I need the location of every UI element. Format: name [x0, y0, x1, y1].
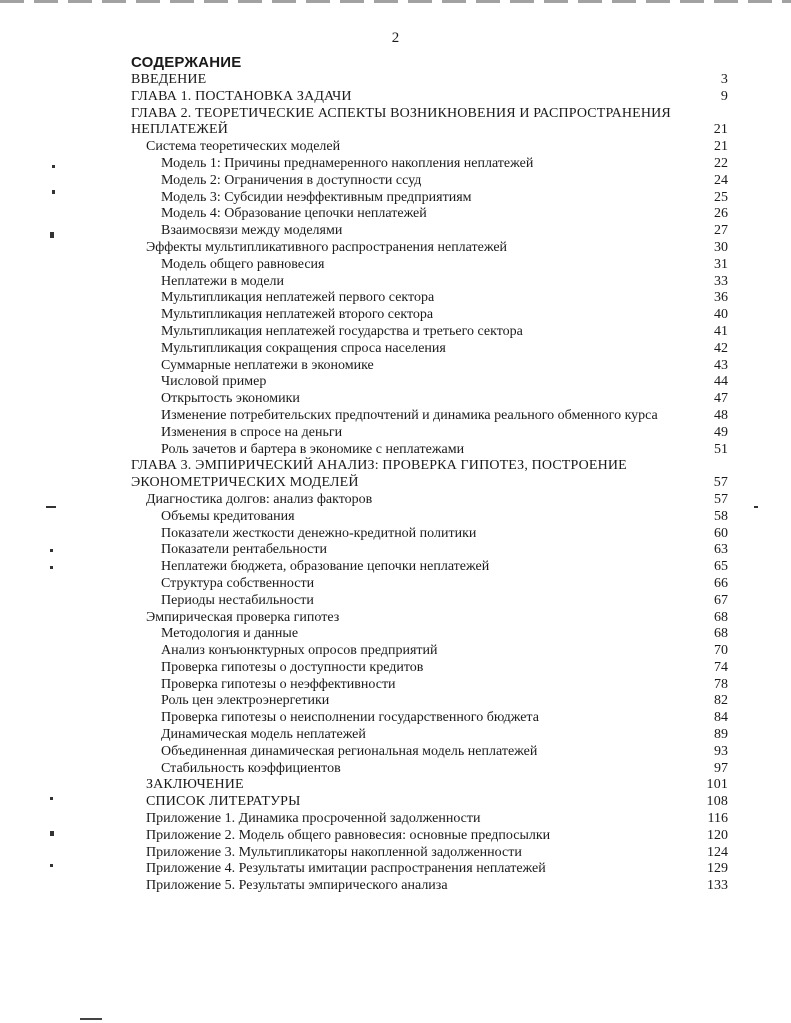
toc-entry[interactable]	[0, 526, 791, 543]
toc-entry-page: 108	[706, 794, 728, 810]
toc-entry[interactable]	[0, 257, 791, 274]
toc-entry-text: Модель 3: Субсидии неэффективным предприятиям	[161, 189, 472, 205]
toc-entry[interactable]	[0, 660, 791, 677]
toc-entry[interactable]	[0, 156, 791, 173]
toc-entry-page: 120	[707, 827, 728, 843]
toc-entry-text: Изменения в спросе на деньги	[161, 424, 343, 440]
toc-entry-page: 3	[720, 72, 728, 87]
toc-entry[interactable]	[0, 643, 791, 660]
toc-entry-page: 30	[714, 239, 728, 255]
toc-entry-page: 101	[706, 777, 728, 793]
toc-entry-text: Модель общего равновесия	[161, 256, 325, 272]
toc-entry-page: 68	[714, 609, 728, 625]
toc-entry[interactable]	[0, 861, 791, 878]
toc-entry-text: ГЛАВА 1. ПОСТАНОВКА ЗАДАЧИ	[131, 88, 352, 104]
toc-entry-text: Показатели рентабельности	[161, 542, 328, 558]
toc-entry-page: 49	[714, 424, 728, 440]
toc-entry[interactable]	[0, 139, 791, 156]
toc-entry-text: Периоды нестабильности	[161, 592, 314, 608]
toc-entry[interactable]	[0, 341, 791, 358]
toc-entry[interactable]	[0, 408, 791, 425]
toc-entry[interactable]	[0, 106, 791, 123]
toc-entry-page: 21	[714, 139, 728, 155]
toc-entry-page: 133	[707, 878, 728, 894]
toc-entry[interactable]	[0, 307, 791, 324]
toc-entry[interactable]	[0, 542, 791, 559]
toc-entry-text: Взаимосвязи между моделями	[161, 223, 343, 239]
toc-entry-text: Мультипликация сокращения спроса населения	[161, 340, 446, 356]
toc-entry-page: 26	[714, 206, 728, 222]
toc-entry-page: 40	[714, 307, 728, 323]
toc-entry-page: 97	[714, 760, 728, 776]
toc-entry-page: 22	[714, 155, 728, 171]
toc-entry[interactable]	[0, 610, 791, 627]
toc-entry-text: Объемы кредитования	[161, 508, 295, 524]
toc-entry-page: 63	[714, 542, 728, 558]
toc-entry-page: 36	[714, 290, 728, 306]
toc-entry-page: 57	[714, 491, 728, 507]
toc-entry[interactable]	[0, 458, 791, 475]
toc-entry-page: 33	[714, 273, 728, 289]
toc-entry-page: 60	[714, 525, 728, 541]
toc-entry-text: Модель 4: Образование цепочки неплатежей	[161, 206, 427, 222]
toc-entry-text: Модель 1: Причины преднамеренного накопления неплатежей	[161, 155, 534, 171]
toc-entry[interactable]	[0, 794, 791, 811]
toc-entry-text: Стабильность коэффициентов	[161, 760, 341, 776]
toc-entry[interactable]	[0, 559, 791, 576]
toc-entry-text: Изменение потребительских предпочтений и динамика реального обменного курса	[161, 407, 658, 423]
toc-entry-page: 58	[714, 508, 728, 524]
toc-entry[interactable]	[0, 576, 791, 593]
toc-entry-page: 51	[714, 441, 728, 457]
toc-entry[interactable]	[0, 173, 791, 190]
toc-entry[interactable]	[0, 122, 791, 139]
toc-entry-text: Анализ конъюнктурных опросов предприятий	[161, 643, 438, 659]
toc-entry-text: Неплатежи в модели	[161, 273, 285, 289]
toc-entry-text: Эффекты мультипликативного распространения неплатежей	[146, 239, 508, 255]
toc-entry-page: 24	[714, 172, 728, 188]
toc-entry[interactable]	[0, 240, 791, 257]
toc-entry-text: Объединенная динамическая региональная модель неплатежей	[161, 743, 538, 759]
toc-entry-page: 9	[720, 88, 728, 104]
toc-entry[interactable]	[0, 206, 791, 223]
page-number: 2	[391, 30, 400, 46]
toc-title: СОДЕРЖАНИЕ	[131, 54, 242, 71]
toc-entry-text: Роль цен электроэнергетики	[161, 693, 330, 709]
toc-entry-text: Приложение 3. Мультипликаторы накопленной задолженности	[146, 844, 522, 860]
toc-entry[interactable]	[0, 324, 791, 341]
toc-entry-text: Система теоретических моделей	[146, 139, 341, 155]
scan-top-edge	[0, 0, 791, 3]
toc-entry[interactable]	[0, 727, 791, 744]
toc-entry[interactable]	[0, 391, 791, 408]
toc-entry-text: ГЛАВА 3. ЭМПИРИЧЕСКИЙ АНАЛИЗ: ПРОВЕРКА ГИПОТЕЗ, ПОСТРОЕНИЕ	[131, 458, 627, 474]
toc-entry-text: Мультипликация неплатежей государства и третьего сектора	[161, 323, 523, 339]
toc-entry-text: Проверка гипотезы о неэффективности	[161, 676, 396, 692]
toc-entry-text: Диагностика долгов: анализ факторов	[146, 491, 373, 507]
toc-entry-text: Приложение 2. Модель общего равновесия: основные предпосылки	[146, 827, 551, 843]
toc-entry-text: Приложение 1. Динамика просроченной задолженности	[146, 811, 481, 827]
toc-entry-text: Проверка гипотезы о неисполнении государственного бюджета	[161, 710, 539, 726]
toc-entry-text: Структура собственности	[161, 575, 315, 591]
toc-entry-page: 93	[714, 743, 728, 759]
toc-entry-text: ВВЕДЕНИЕ	[131, 72, 207, 87]
toc-entry-page: 31	[714, 256, 728, 272]
toc-entry-page: 66	[714, 575, 728, 591]
toc-entry-page: 67	[714, 592, 728, 608]
toc-entry[interactable]	[0, 475, 791, 492]
toc-entry-text: ЗАКЛЮЧЕНИЕ	[146, 777, 244, 793]
toc-entry-text: Показатели жесткости денежно-кредитной политики	[161, 525, 477, 541]
toc-entry-page: 27	[714, 223, 728, 239]
toc-entry[interactable]	[0, 828, 791, 845]
toc-entry-text: Числовой пример	[161, 374, 267, 390]
toc-entry-text: Мультипликация неплатежей второго сектора	[161, 307, 434, 323]
toc-entry-text: ЭКОНОМЕТРИЧЕСКИХ МОДЕЛЕЙ	[131, 475, 359, 491]
toc-entry[interactable]	[0, 777, 791, 794]
toc-entry[interactable]	[0, 374, 791, 391]
toc-entry-text: Динамическая модель неплатежей	[161, 727, 366, 743]
toc-entry[interactable]	[0, 761, 791, 778]
scan-bottom-mark	[80, 1018, 102, 1020]
toc-entry[interactable]	[0, 693, 791, 710]
toc-entry[interactable]	[0, 626, 791, 643]
toc-entry-text: НЕПЛАТЕЖЕЙ	[131, 122, 228, 138]
toc-entry[interactable]	[0, 442, 791, 459]
toc-entry[interactable]	[0, 223, 791, 240]
toc-entry[interactable]	[0, 492, 791, 509]
toc-entry-page: 41	[714, 323, 728, 339]
toc-entry-page: 25	[714, 189, 728, 205]
toc-entry-text: Приложение 4. Результаты имитации распространения неплатежей	[146, 861, 546, 877]
toc-entry[interactable]	[0, 878, 791, 895]
toc-entry-page: 21	[713, 122, 728, 138]
toc-entry-page: 68	[714, 626, 728, 642]
toc-entry[interactable]	[0, 509, 791, 526]
toc-entry-page: 82	[714, 693, 728, 709]
toc-entry[interactable]	[0, 89, 791, 106]
toc-entry[interactable]	[0, 677, 791, 694]
toc-entry-text: СПИСОК ЛИТЕРАТУРЫ	[146, 794, 301, 810]
toc-entry[interactable]	[0, 811, 791, 828]
toc-entry-page: 43	[714, 357, 728, 373]
toc-entry-text: Суммарные неплатежи в экономике	[161, 357, 374, 373]
toc-entry[interactable]	[0, 190, 791, 207]
toc-entry-page: 44	[714, 374, 728, 390]
toc-entry-text: Эмпирическая проверка гипотез	[146, 609, 340, 625]
toc-entry[interactable]	[0, 845, 791, 862]
toc-entry-page: 70	[714, 643, 728, 659]
toc-entry-text: Методология и данные	[161, 626, 299, 642]
table-of-contents	[0, 72, 791, 895]
toc-entry-text: Приложение 5. Результаты эмпирического анализа	[146, 878, 448, 894]
toc-entry[interactable]	[0, 290, 791, 307]
toc-entry[interactable]	[0, 593, 791, 610]
toc-entry-text: Модель 2: Ограничения в доступности ссуд	[161, 172, 422, 188]
toc-entry-text: Мультипликация неплатежей первого сектора	[161, 290, 435, 306]
toc-entry-page: 42	[714, 340, 728, 356]
toc-entry[interactable]	[0, 710, 791, 727]
toc-entry-page: 124	[707, 844, 728, 860]
toc-entry-text: Открытость экономики	[161, 391, 300, 407]
toc-entry-page: 84	[714, 710, 728, 726]
toc-entry-page: 47	[714, 391, 728, 407]
toc-entry-page: 78	[714, 676, 728, 692]
toc-entry-text: Неплатежи бюджета, образование цепочки неплатежей	[161, 559, 490, 575]
toc-entry-text: Проверка гипотезы о доступности кредитов	[161, 659, 424, 675]
toc-entry-text: Роль зачетов и бартера в экономике с неплатежами	[161, 441, 465, 457]
toc-entry[interactable]	[0, 358, 791, 375]
toc-entry-page: 129	[707, 861, 728, 877]
toc-entry[interactable]	[0, 72, 791, 89]
toc-entry-page: 65	[714, 559, 728, 575]
toc-entry-page: 57	[713, 475, 728, 491]
toc-entry[interactable]	[0, 274, 791, 291]
toc-entry-page: 74	[714, 659, 728, 675]
toc-entry-text: ГЛАВА 2. ТЕОРЕТИЧЕСКИЕ АСПЕКТЫ ВОЗНИКНОВЕНИЯ И РАСПРОСТРАНЕНИЯ	[131, 105, 671, 121]
toc-entry[interactable]	[0, 425, 791, 442]
toc-entry-page: 116	[707, 811, 728, 827]
toc-entry[interactable]	[0, 744, 791, 761]
toc-entry-page: 89	[714, 727, 728, 743]
toc-entry-page: 48	[714, 407, 728, 423]
